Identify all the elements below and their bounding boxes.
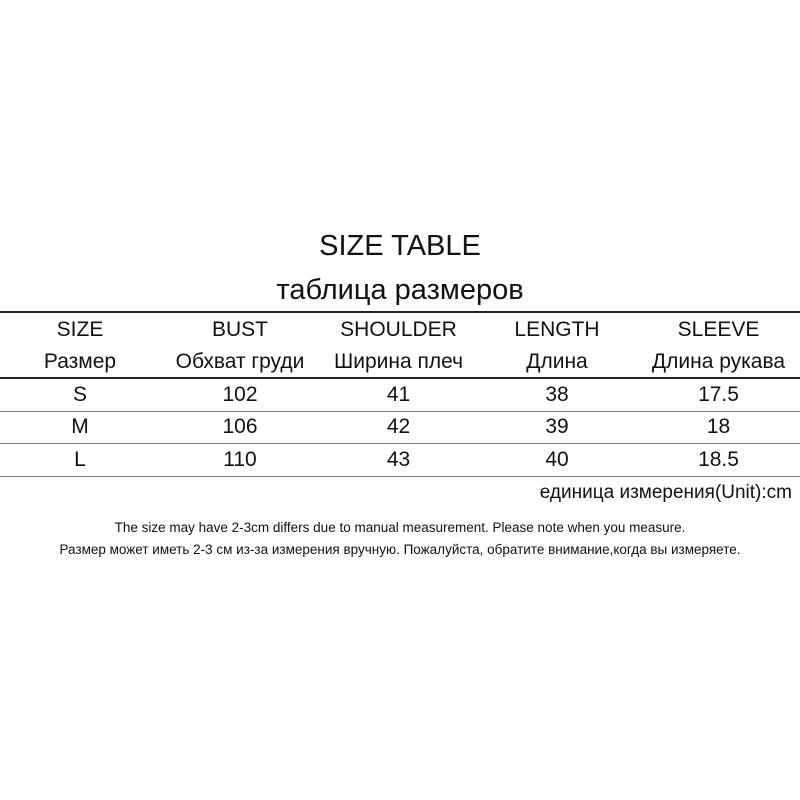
header-shoulder-ru: Ширина плеч xyxy=(333,350,464,373)
unit-note: единица измерения(Unit):cm xyxy=(539,482,792,503)
cell-bust: 110 xyxy=(223,448,257,471)
measurement-note-english: The size may have 2-3cm differs due to manual measurement. Please note when you measure. xyxy=(114,520,686,535)
measurement-note-russian: Размер может иметь 2-3 см из-за измерения вручную. Пожалуйста, обратите внимание,когда вы измеряете. xyxy=(59,542,741,557)
header-bust-ru: Обхват груди xyxy=(175,350,305,373)
header-shoulder-en: SHOULDER xyxy=(340,318,457,341)
cell-size: S xyxy=(72,383,87,406)
cell-shoulder: 42 xyxy=(386,415,411,438)
table-row xyxy=(0,445,800,475)
header-size-en: SIZE xyxy=(56,318,104,341)
cell-sleeve: 18.5 xyxy=(698,448,739,471)
cell-bust: 102 xyxy=(222,383,258,406)
row-divider xyxy=(0,443,800,444)
table-bottom-rule xyxy=(0,476,800,477)
cell-length: 40 xyxy=(545,448,569,471)
cell-shoulder: 41 xyxy=(386,383,411,406)
title-english: SIZE TABLE xyxy=(319,230,481,262)
cell-bust: 106 xyxy=(222,415,258,438)
header-row-russian xyxy=(0,348,800,376)
table-row xyxy=(0,412,800,442)
header-length-ru: Длина xyxy=(526,350,588,373)
table-top-rule xyxy=(0,311,800,313)
cell-length: 38 xyxy=(545,383,569,406)
header-sleeve-en: SLEEVE xyxy=(677,318,760,341)
title-russian: таблица размеров xyxy=(276,274,524,306)
cell-shoulder: 43 xyxy=(386,448,411,471)
header-length-en: LENGTH xyxy=(514,318,600,341)
header-row-english xyxy=(0,316,800,344)
cell-size: L xyxy=(74,448,86,471)
header-bust-en: BUST xyxy=(211,318,268,341)
cell-length: 39 xyxy=(545,415,569,438)
header-bottom-rule xyxy=(0,377,800,379)
cell-sleeve: 17.5 xyxy=(698,383,739,406)
header-size-ru: Размер xyxy=(43,350,117,373)
header-sleeve-ru: Длина рукава xyxy=(651,350,786,373)
cell-sleeve: 18 xyxy=(706,415,731,438)
table-row xyxy=(0,380,800,410)
cell-size: M xyxy=(71,415,89,438)
